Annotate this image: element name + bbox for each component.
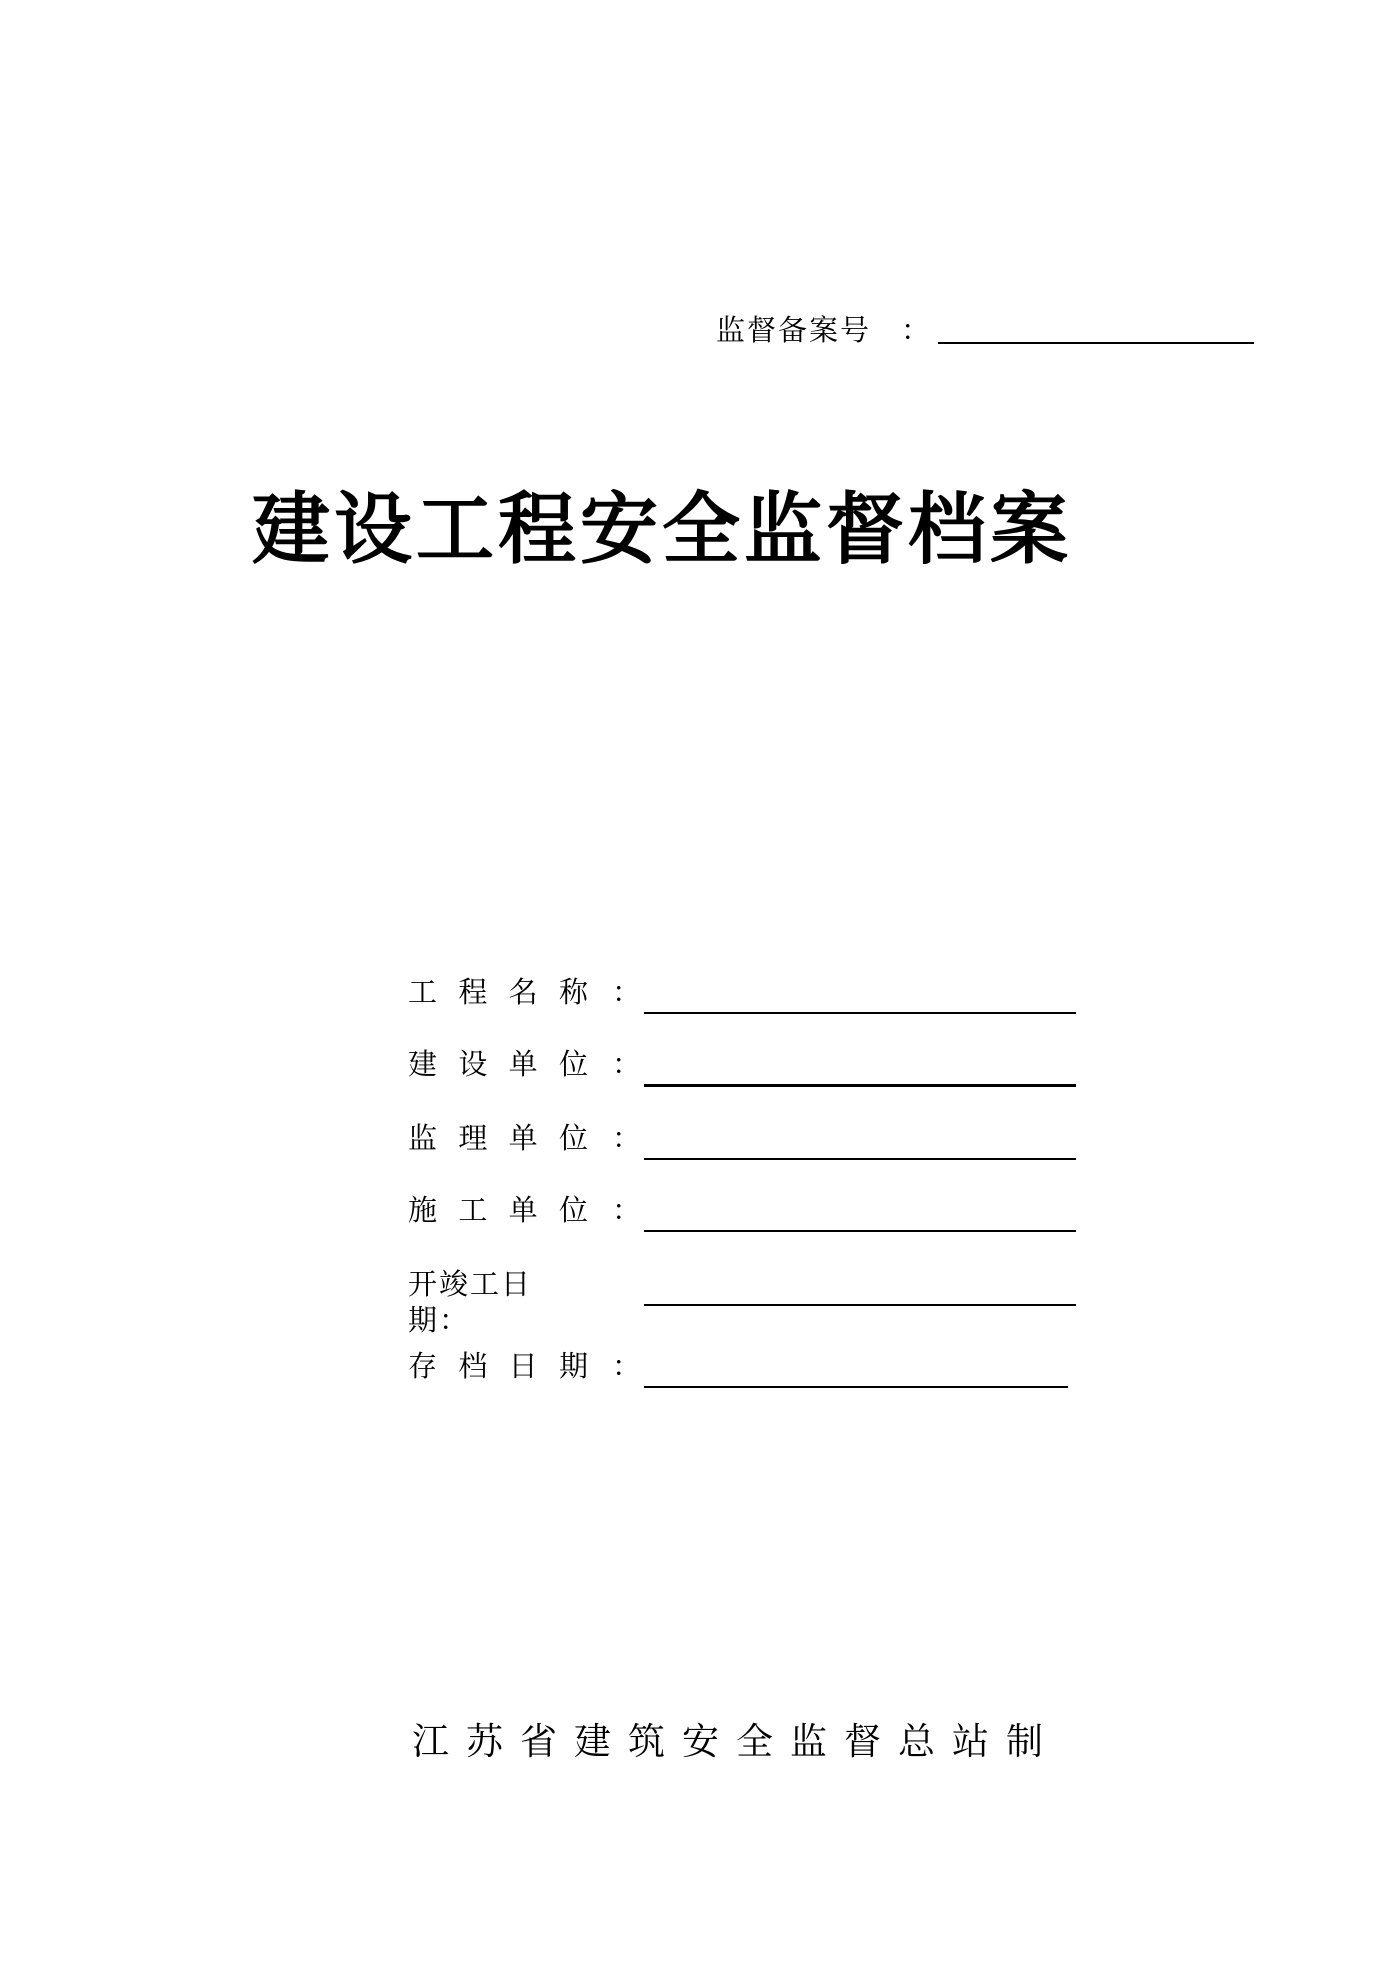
label-char: 单: [508, 1193, 538, 1227]
label-char: 程: [458, 975, 488, 1009]
field-start-end-date: [408, 1262, 1078, 1337]
field-blank[interactable]: [644, 1230, 1076, 1232]
label-char: 期: [558, 1349, 588, 1383]
document-title: 建设工程安全监督档案: [251, 485, 1072, 575]
field-colon: ：: [612, 1047, 642, 1081]
field-label: [408, 1348, 588, 1384]
label-char: 监: [408, 1121, 438, 1155]
label-char: 工: [408, 975, 438, 1009]
field-blank[interactable]: [644, 1386, 1068, 1388]
label-char: 施: [408, 1193, 438, 1227]
label-char: 设: [458, 1047, 488, 1081]
field-colon: ：: [612, 975, 642, 1009]
label-char: 工: [458, 1193, 488, 1227]
label-char: 存: [408, 1349, 438, 1383]
label-char: 单: [508, 1121, 538, 1155]
label-char: 档: [458, 1349, 488, 1383]
field-archive-date: [408, 1344, 1078, 1390]
label-char: 单: [508, 1047, 538, 1081]
label-char: 日: [508, 1349, 538, 1383]
field-blank[interactable]: [644, 1158, 1076, 1160]
label-char: 名: [508, 975, 538, 1009]
field-colon: ：: [612, 1121, 642, 1155]
label-char: 建: [408, 1047, 438, 1081]
field-label: [408, 1120, 588, 1156]
record-number-field: [716, 308, 1254, 348]
issuer-footer: 江苏省建筑安全监督总站制: [412, 1720, 1060, 1763]
label-char: 位: [558, 1193, 588, 1227]
field-construction-unit: [408, 1042, 1078, 1088]
field-colon: ：: [612, 1193, 642, 1227]
field-blank[interactable]: [644, 1084, 1076, 1087]
field-label: [408, 1192, 588, 1228]
record-number-colon: ：: [901, 313, 931, 347]
label-char: 位: [558, 1047, 588, 1081]
record-number-blank[interactable]: [938, 342, 1254, 344]
field-blank[interactable]: [644, 1012, 1076, 1014]
record-number-label: 监督备案号: [716, 313, 872, 347]
field-project-name: [408, 970, 1078, 1016]
label-char: 位: [558, 1121, 588, 1155]
field-colon: ：: [612, 1349, 642, 1383]
field-contractor-unit: [408, 1188, 1078, 1234]
field-supervision-unit: [408, 1116, 1078, 1162]
field-label: [408, 974, 588, 1010]
field-label: [408, 1046, 588, 1082]
label-char: 理: [458, 1121, 488, 1155]
field-label: 开竣工日期：: [408, 1267, 533, 1337]
label-char: 称: [558, 975, 588, 1009]
field-blank[interactable]: [644, 1304, 1076, 1306]
